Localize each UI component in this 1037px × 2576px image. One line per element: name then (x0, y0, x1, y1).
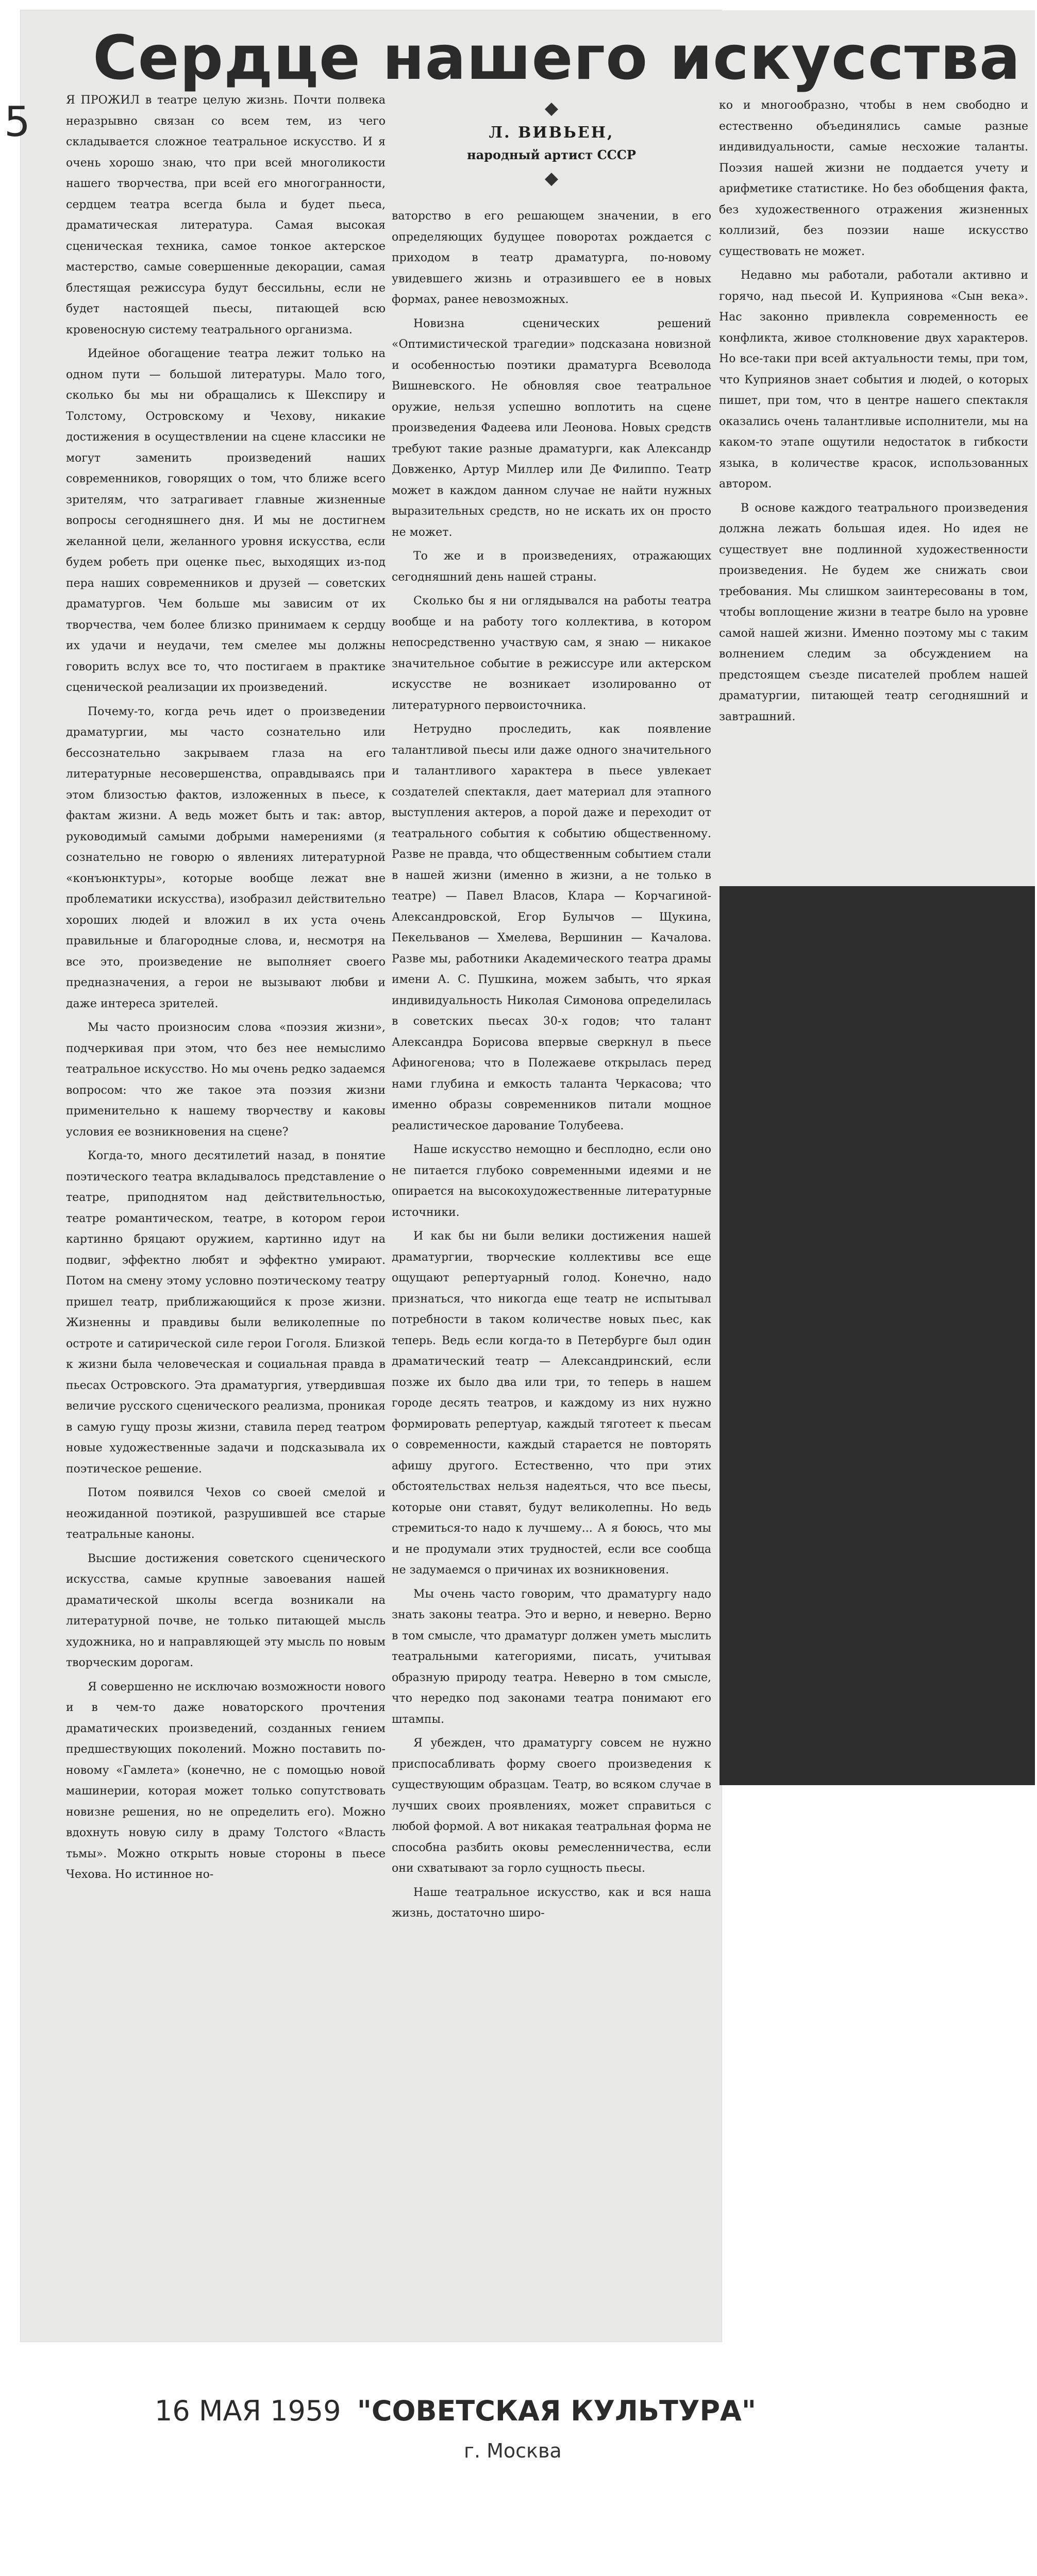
paragraph: Недавно мы работали, работали активно и горячо, над пьесой И. Куприянова «Сын века». Нас законно привлекла современность ее конфликта, живое столкновение двух характеров. Но все-таки при всей актуальности темы, при том, что Куприянов знает события и людей, о которых пишет, при том, что в центре нашего спектакля оказались очень талантливые исполнители, мы на каком-то этапе ощутили недостаток в гибкости языка, в количестве красок, использованных автором. (719, 269, 1028, 490)
article-byline (407, 95, 696, 204)
text-column-1 (66, 90, 386, 2295)
dark-backing-area (720, 886, 1035, 1785)
publication-date: 16 МАЯ 1959 (155, 2395, 341, 2427)
paragraph: В основе каждого театрального произведения должна лежать большая идея. Но идея не существует вне подлинной художественности произведения. Не будем же снижать свои требования. Мы слишком заинтересованы в том, чтобы воплощение жизни в театре было на уровне самой нашей жизни. Именно поэтому мы с таким волнением следим за обсуждением на предстоящем съезде писателей проблем нашей драматургии, питающей театр сегодняшний и завтрашний. (719, 501, 1028, 723)
paragraph: Наше театральное искусство, как и вся наша жизнь, достаточно широ- (392, 1886, 711, 1920)
paragraph: Мы очень часто говорим, что драматургу надо знать законы театра. Это и верно, и неверно. Верно в том смысле, что драматург должен уметь мыслить театральными категориями, писать, учитывая образную природу театра. Неверно в том смысле, что нередко под законами театра понимают его штампы. (392, 1587, 711, 1726)
ornament-icon: ◆ (544, 168, 559, 189)
author-title: народный артист СССР (467, 147, 636, 162)
paragraph: Я убежден, что драматургу совсем не нужно приспосабливать форму своего произведения к существующим образцам. Театр, во всяком случае в лучших своих проявлениях, может справиться с любой формой. А вот никакая театральная форма не способна разбить оковы ремесленничества, если они схватывают за горло сущность пьесы. (392, 1737, 711, 1875)
paragraph: Потом появился Чехов со своей смелой и неожиданной поэтикой, разрушившей все старые театральные каноны. (66, 1486, 386, 1541)
paragraph: Мы часто произносим слова «поэзия жизни», подчеркивая при этом, что без нее немыслимо театральное искусство. Но мы очень редко задаемся вопросом: что же такое эта поэзия жизни применительно к нашему творчеству и каковы условия ее возникновения на сцене? (66, 1021, 386, 1139)
handwritten-margin-mark: 5 (4, 98, 30, 146)
paragraph: Наше искусство немощно и бесплодно, если оно не питается глубоко современными идеями и не опирается на высокохудожественные литературные источники. (392, 1143, 711, 1219)
text-column-3 (719, 95, 1028, 884)
paragraph: Когда-то, много десятилетий назад, в понятие поэтического театра вкладывалось представление о театре, приподнятом над действительностью, театре романтическом, театре, в котором герои картинно бряцают оружием, картинно идут на подвиг, эффектно любят и эффектно умирают. Потом на смену этому условно поэтическому театру пришел театр, приближающийся к прозе жизни. Жизненны и правдивы были великолепные по остроте и сатирической силе герои Гоголя. Близкой к жизни была человеческая и социальная правда в пьесах Островского. Эта драматургия, утвердившая величие русского сценического реализма, проникая в самую гущу прозы жизни, ставила перед театром новые художественные задачи и подсказывала их поэтическое решение. (66, 1149, 386, 1476)
newspaper-name: "СОВЕТСКАЯ КУЛЬТУРА" (357, 2395, 756, 2427)
paragraph: ваторство в его решающем значении, в его определяющих будущее поворотах рождается с приходом в театр драматурга, по-новому увидевшего жизнь и отразившего ее в новых формах, ранее невозможных. (392, 210, 711, 306)
text-column-2 (392, 206, 711, 2329)
paragraph: И как бы ни были велики достижения нашей драматургии, творческие коллективы все еще ощущают репертуарный голод. Конечно, надо признаться, что никогда еще театр не испытывал потребности в таком количестве новых пьес, как теперь. Ведь если когда-то в Петербурге был один драматический театр — Александринский, если позже их было два или три, то теперь в нашем городе десять театров, и каждому из них нужно формировать репертуар, каждый тяготеет к пьесам о современности, каждый старается не повторять афишу другого. Естественно, что при этих обстоятельствах нельзя надеяться, что все пьесы, которые они ставят, будут великолепны. Но ведь стремиться-то надо к лучшему... А я боюсь, что мы и не продумали этих трудностей, если все сообща не задумаемся о причинах их возникновения. (392, 1230, 711, 1577)
paragraph: Высшие достижения советского сценического искусства, самые крупные завоевания нашей драматической школы всегда возникали на литературной почве, не только питающей мысль художника, но и направляющей эту мысль по новым творческим дорогам. (66, 1552, 386, 1669)
paragraph: Сколько бы я ни оглядывался на работы театра вообще и на работу того коллектива, в котором непосредственно участвую сам, я знаю — никакое значительное событие в режиссуре или актерском искусстве не возникает изолированно от литературного первоисточника. (392, 595, 711, 712)
author-name: Л. ВИВЬЕН, (489, 124, 614, 142)
ornament-icon: ◆ (544, 98, 559, 118)
paragraph: Почему-то, когда речь идет о произведении драматургии, мы часто сознательно или бессознательно закрываем глаза на его литературные несовершенства, оправдываясь при этом близостью фактов, изложенных в пьесе, к фактам жизни. А ведь может быть и так: автор, руководимый самыми добрыми намерениями (я сознательно не говорю о явлениях литературной «конъюнктуры», которые вообще лежат вне проблематики искусства), изобразил действительно хороших людей и вложил в их уста очень правильные и благородные слова, и, несмотря на все это, произведение не выполняет своего предназначения, а герои не вызывают любви и даже интереса зрителей. (66, 705, 386, 1010)
paragraph: Новизна сценических решений «Оптимистической трагедии» подсказана новизной и особенностью поэтики драматурга Всеволода Вишневского. Не обновляя свое театральное оружие, нельзя успешно воплотить на сцене произведения Фадеева или Леонова. Новых средств требуют такие разные драматурги, как Александр Довженко, Артур Миллер или Де Филиппо. Театр может в каждом данном случае не найти нужных выразительных средств, но не искать их он просто не может. (392, 317, 711, 539)
paragraph: ко и многообразно, чтобы в нем свободно и естественно объединялись самые разные индивидуальности, самые несхожие таланты. Поэзия нашей жизни не поддается учету и арифметике статистике. Но без обобщения факта, без художественного отражения жизненных коллизий, без поэзии наше искусство существовать не может. (719, 99, 1028, 258)
paragraph: То же и в произведениях, отражающих сегодняшний день нашей страны. (392, 550, 711, 584)
paragraph: Я ПРОЖИЛ в театре целую жизнь. Почти полвека неразрывно связан со всем тем, из чего складывается сложное театральное искусство. И я очень хорошо знаю, что при всей многоликости нашего творчества, при всей его многогранности, сердцем театра всегда была и будет пьеса, драматическая литература. Самая высокая сценическая техника, самое тонкое актерское мастерство, самые совершенные декорации, самая блестящая режиссура будут бессильны, если не будет настоящей пьесы, питающей всю кровеносную систему театрального организма. (66, 94, 386, 336)
paragraph: Идейное обогащение театра лежит только на одном пути — большой литературы. Мало того, сколько бы мы ни обращались к Шекспиру и Толстому, Островскому и Чехову, никакие достижения в осуществлении на сцене классики не могут заменить произведений наших современников, говорящих о том, что ближе всего зрителям, что затрагивает главные жизненные вопросы сегодняшнего дня. И мы не достигнем желанной цели, желанного уровня искусства, если будем робеть при оценке пьес, выходящих из-под пера наших современников и друзей — советских драматургов. Чем больше мы зависим от их творчества, чем более близко принимаем к сердцу их удачи и неудачи, тем смелее мы должны говорить вслух все то, что постигаем в практике сценической реализации их произведений. (66, 347, 386, 694)
paragraph: Я совершенно не исключаю возможности нового и в чем-то даже новаторского прочтения драматических произведений, созданных гением предшествующих поколений. Можно поставить по-новому «Гамлета» (конечно, не с помощью новой машинерии, которая может только сопутствовать новизне решения, но не определить его). Можно вдохнуть новую силу в драму Толстого «Власть тьмы». Можно открыть новые стороны в пьесе Чехова. Но истинное но- (66, 1680, 386, 1881)
paragraph: Нетрудно проследить, как появление талантливой пьесы или даже одного значительного и талантливого характера в пьесе увлекает создателей спектакля, дает материал для этапного выступления актеров, а порой даже и переходит от театрального события к событию общественному. Разве не правда, что общественным событием стали в нашей жизни (именно в жизни, а не только в театре) — Павел Власов, Клара — Корчагиной-Александровской, Егор Булычов — Щукина, Пекельванов — Хмелева, Вершинин — Качалова. Разве мы, работники Академического театра драмы имени А. С. Пушкина, можем забыть, что яркая индивидуальность Николая Симонова определилась в советских пьесах 30-х годов; что талант Александра Борисова впервые сверкнул в пьесе Афиногенова; что в Полежаеве открылась перед нами глубина и емкость таланта Черкасова; что именно образы современников питали мощное реалистическое дарование Толубеева. (392, 723, 711, 1132)
article-heading: Сердце нашего искусства (93, 22, 1021, 93)
publication-city: г. Москва (464, 2439, 562, 2462)
